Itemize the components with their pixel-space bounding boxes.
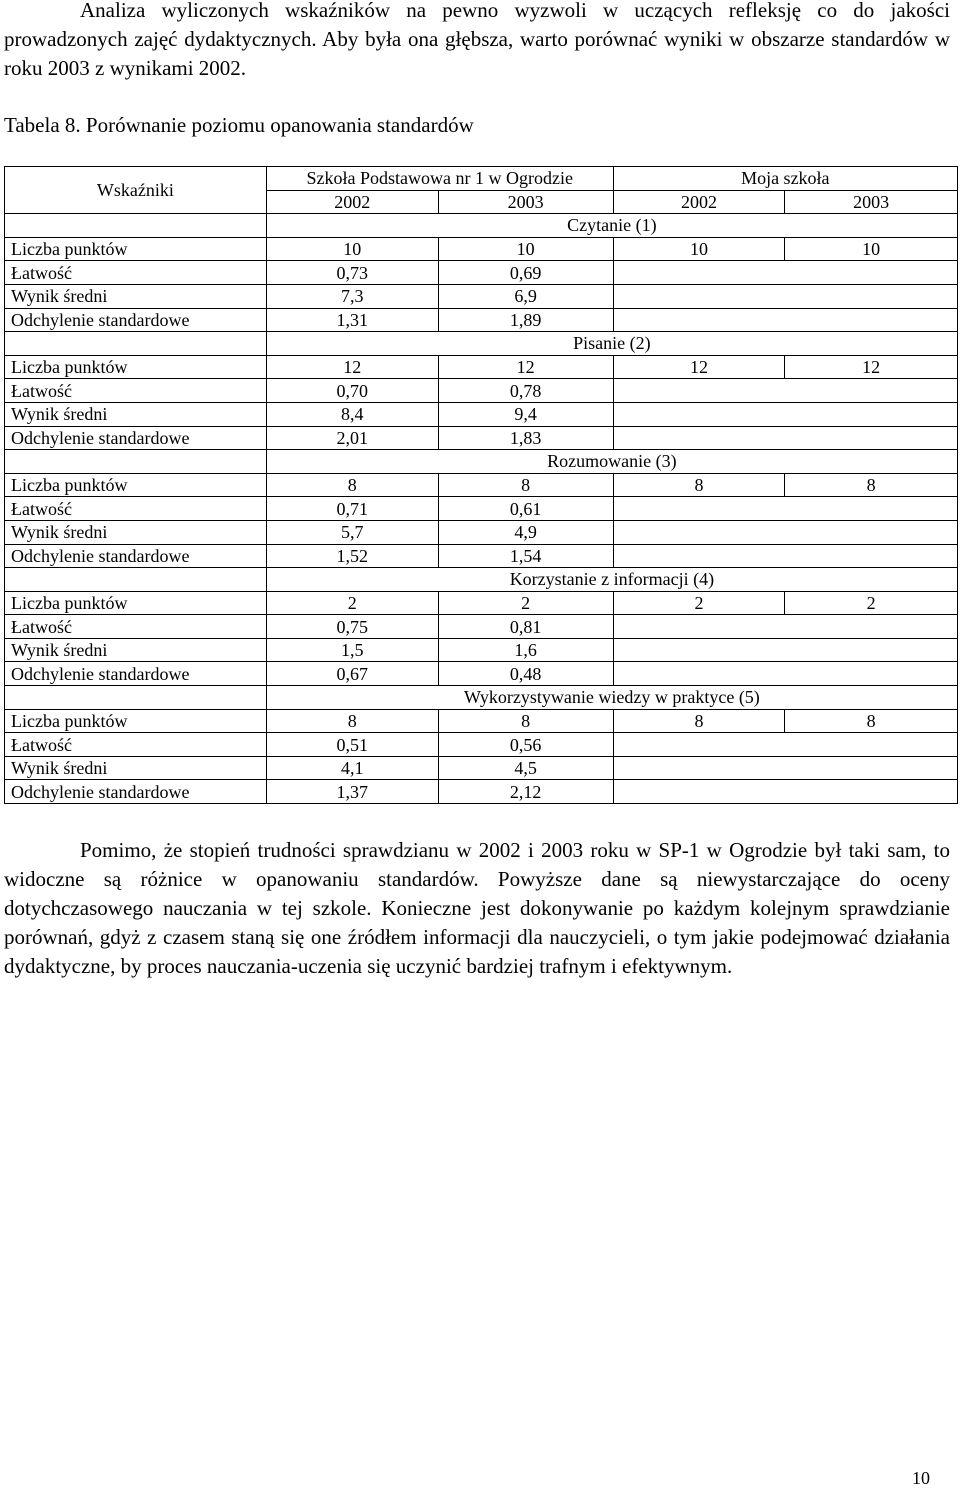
section-row <box>5 450 958 474</box>
value-cell: 10 <box>266 237 438 261</box>
value-cell: 2 <box>438 591 613 615</box>
section-blank-cell <box>5 214 267 238</box>
value-cell: 2 <box>613 591 785 615</box>
page-number: 10 <box>912 1468 930 1488</box>
value-cell: 12 <box>438 355 613 379</box>
row-label: Łatwość <box>5 379 267 403</box>
section-blank-cell <box>5 686 267 710</box>
section-blank-cell <box>5 450 267 474</box>
section-title: Korzystanie z informacji (4) <box>266 568 957 592</box>
value-cell: 2,01 <box>266 426 438 450</box>
empty-cell <box>613 780 957 804</box>
intro-paragraph: Analiza wyliczonych wskaźników na pewno wyzwoli w uczących refleksję co do jakości prowadzonych zajęć dydaktycznych. Aby była ona głębsza, warto porównać wyniki w obszarze standardów w roku 2003 z wynikami 2002. <box>4 0 950 80</box>
table-row <box>5 780 958 804</box>
value-cell: 9,4 <box>438 402 613 426</box>
table-row <box>5 544 958 568</box>
table-row <box>5 615 958 639</box>
value-cell: 5,7 <box>266 520 438 544</box>
closing-paragraph: Pomimo, że stopień trudności sprawdzianu w 2002 i 2003 roku w SP-1 w Ogrodzie był taki sam, to widoczne są różnice w opanowaniu standardów. Powyższe dane są niewystarczające do oceny dotychczasowego nauczania w tej szkole. Konieczne jest dokonywanie po każdym kolejnym sprawdzianie porównań, gdyż z czasem staną się one źródłem informacji dla nauczycieli, o tym jakie podejmować działania dydaktyczne, by proces nauczania-uczenia się uczynić bardziej trafnym i efektywnym. <box>4 838 950 978</box>
row-label: Liczba punktów <box>5 709 267 733</box>
value-cell: 0,71 <box>266 497 438 521</box>
empty-cell <box>613 497 957 521</box>
header-year: 2002 <box>613 190 785 214</box>
value-cell: 2 <box>785 591 958 615</box>
value-cell: 6,9 <box>438 284 613 308</box>
value-cell: 8 <box>785 473 958 497</box>
value-cell: 8 <box>438 473 613 497</box>
value-cell: 8 <box>266 709 438 733</box>
empty-cell <box>613 733 957 757</box>
section-row <box>5 568 958 592</box>
header-group-sp1: Szkoła Podstawowa nr 1 w Ogrodzie <box>266 167 613 191</box>
header-year: 2003 <box>438 190 613 214</box>
value-cell: 2,12 <box>438 780 613 804</box>
section-title: Rozumowanie (3) <box>266 450 957 474</box>
row-label: Łatwość <box>5 615 267 639</box>
value-cell: 1,54 <box>438 544 613 568</box>
empty-cell <box>613 308 957 332</box>
row-label: Wynik średni <box>5 638 267 662</box>
table-row <box>5 733 958 757</box>
value-cell: 12 <box>785 355 958 379</box>
row-label: Odchylenie standardowe <box>5 544 267 568</box>
section-title: Pisanie (2) <box>266 332 957 356</box>
table-row <box>5 497 958 521</box>
table-row <box>5 756 958 780</box>
row-label: Odchylenie standardowe <box>5 780 267 804</box>
table-caption: Tabela 8. Porównanie poziomu opanowania standardów <box>4 113 474 137</box>
section-row <box>5 214 958 238</box>
value-cell: 1,52 <box>266 544 438 568</box>
empty-cell <box>613 544 957 568</box>
row-label: Liczba punktów <box>5 473 267 497</box>
table-row <box>5 426 958 450</box>
table-row <box>5 709 958 733</box>
value-cell: 8 <box>438 709 613 733</box>
table-header-row <box>5 167 958 191</box>
table-row <box>5 402 958 426</box>
row-label: Liczba punktów <box>5 591 267 615</box>
empty-cell <box>613 662 957 686</box>
empty-cell <box>613 261 957 285</box>
value-cell: 4,5 <box>438 756 613 780</box>
table-row <box>5 379 958 403</box>
table-row <box>5 237 958 261</box>
value-cell: 10 <box>613 237 785 261</box>
section-row <box>5 686 958 710</box>
value-cell: 0,61 <box>438 497 613 521</box>
row-label: Wynik średni <box>5 520 267 544</box>
row-label: Wynik średni <box>5 284 267 308</box>
table-row <box>5 591 958 615</box>
value-cell: 12 <box>266 355 438 379</box>
value-cell: 0,56 <box>438 733 613 757</box>
value-cell: 12 <box>613 355 785 379</box>
value-cell: 0,73 <box>266 261 438 285</box>
value-cell: 8 <box>785 709 958 733</box>
value-cell: 1,83 <box>438 426 613 450</box>
row-label: Wynik średni <box>5 402 267 426</box>
table-row <box>5 520 958 544</box>
value-cell: 0,51 <box>266 733 438 757</box>
standards-comparison-table <box>4 166 958 804</box>
empty-cell <box>613 520 957 544</box>
empty-cell <box>613 402 957 426</box>
value-cell: 0,48 <box>438 662 613 686</box>
row-label: Liczba punktów <box>5 237 267 261</box>
section-blank-cell <box>5 332 267 356</box>
row-label: Liczba punktów <box>5 355 267 379</box>
row-label: Odchylenie standardowe <box>5 426 267 450</box>
value-cell: 1,37 <box>266 780 438 804</box>
section-row <box>5 332 958 356</box>
row-label: Odchylenie standardowe <box>5 662 267 686</box>
table-row <box>5 638 958 662</box>
empty-cell <box>613 638 957 662</box>
value-cell: 8 <box>613 473 785 497</box>
value-cell: 10 <box>438 237 613 261</box>
empty-cell <box>613 426 957 450</box>
row-label: Wynik średni <box>5 756 267 780</box>
header-group-my-school: Moja szkoła <box>613 167 957 191</box>
value-cell: 1,89 <box>438 308 613 332</box>
value-cell: 0,69 <box>438 261 613 285</box>
value-cell: 0,67 <box>266 662 438 686</box>
table-row <box>5 284 958 308</box>
header-indicators: Wskaźniki <box>5 167 267 214</box>
value-cell: 8 <box>613 709 785 733</box>
table-row <box>5 662 958 686</box>
value-cell: 7,3 <box>266 284 438 308</box>
value-cell: 0,78 <box>438 379 613 403</box>
header-year: 2003 <box>785 190 958 214</box>
row-label: Odchylenie standardowe <box>5 308 267 332</box>
empty-cell <box>613 615 957 639</box>
value-cell: 1,31 <box>266 308 438 332</box>
value-cell: 4,9 <box>438 520 613 544</box>
value-cell: 10 <box>785 237 958 261</box>
section-title: Czytanie (1) <box>266 214 957 238</box>
section-blank-cell <box>5 568 267 592</box>
table-row <box>5 261 958 285</box>
value-cell: 0,70 <box>266 379 438 403</box>
row-label: Łatwość <box>5 733 267 757</box>
value-cell: 0,75 <box>266 615 438 639</box>
empty-cell <box>613 284 957 308</box>
value-cell: 4,1 <box>266 756 438 780</box>
value-cell: 1,5 <box>266 638 438 662</box>
row-label: Łatwość <box>5 497 267 521</box>
section-title: Wykorzystywanie wiedzy w praktyce (5) <box>266 686 957 710</box>
row-label: Łatwość <box>5 261 267 285</box>
empty-cell <box>613 379 957 403</box>
empty-cell <box>613 756 957 780</box>
value-cell: 2 <box>266 591 438 615</box>
value-cell: 0,81 <box>438 615 613 639</box>
header-year: 2002 <box>266 190 438 214</box>
table-row <box>5 473 958 497</box>
value-cell: 8 <box>266 473 438 497</box>
value-cell: 1,6 <box>438 638 613 662</box>
table-row <box>5 308 958 332</box>
table-row <box>5 355 958 379</box>
value-cell: 8,4 <box>266 402 438 426</box>
